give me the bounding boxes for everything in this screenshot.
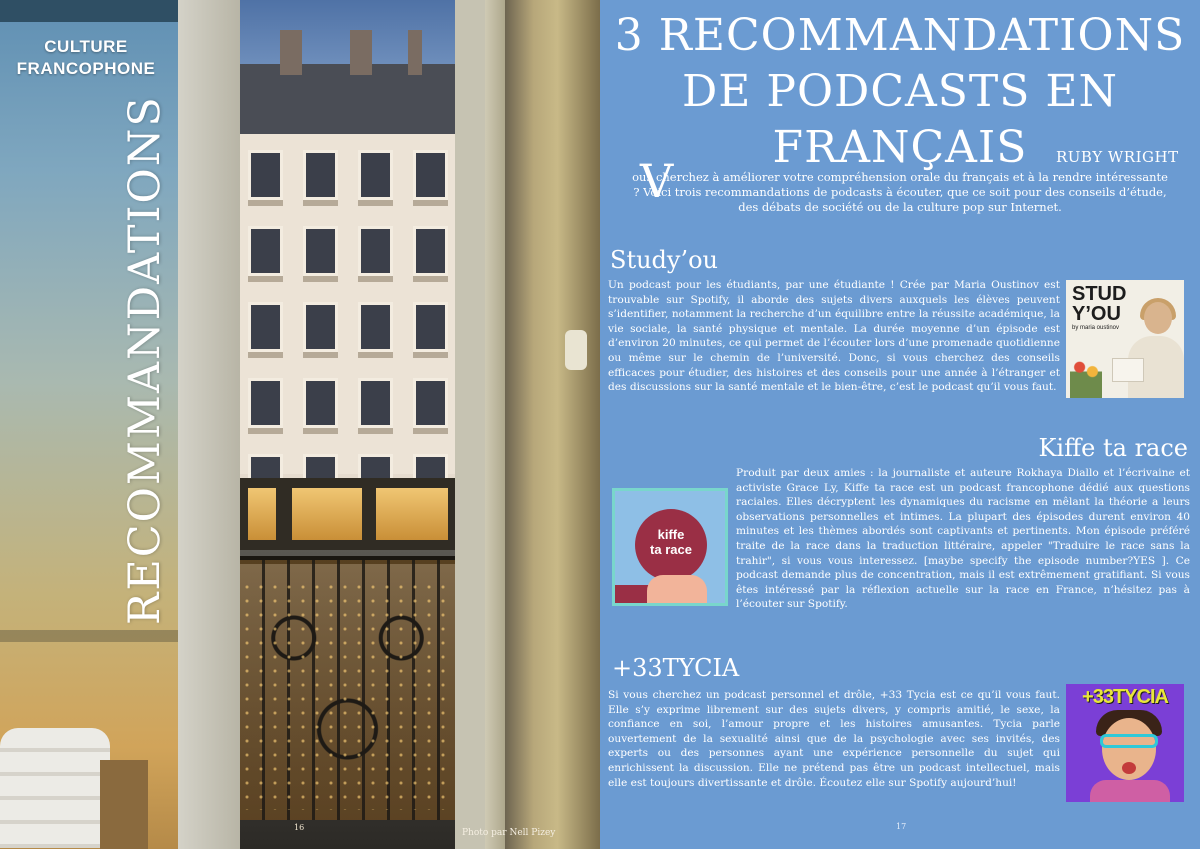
frosted-glass-top bbox=[0, 0, 200, 22]
host-head bbox=[1144, 302, 1172, 334]
kiffe-cover-word-line1: kiffe bbox=[657, 527, 685, 542]
building-window bbox=[303, 378, 338, 428]
building-window bbox=[303, 150, 338, 200]
podcast-description-kiffe-ta-race: Produit par deux amies : la journaliste et auteure Rokhaya Diallo et l’écrivaine et activiste Grace Ly, Kiffe ta race est un podcast francophone dédié aux questions raciales. Elles décryptent les dynamiques du racisme en mêlant la théorie a leurs observations personnelles et intimes. La plupart des épisodes durent environ 40 minutes et les thèmes abordés sont captivants et pertinents. Mon épisode préféré traite de la race dans la traduction littéraire, appeler "Traduire le race sans la trahir", si vous vous interessez. [maybe specify the episode number?YES ]. Ce podcast demande plus de concentration, mais il est extrêmement gratifiant. Si vous êtes intéressé par la réflexion actuelle sur la race en France, n’hésitez pas à l’écouter sur Spotify. bbox=[736, 467, 1190, 611]
building-window bbox=[413, 150, 448, 200]
section-label-line2: FRANCOPHONE bbox=[16, 59, 156, 78]
building-window bbox=[248, 226, 283, 276]
studyou-cover-title-line1: STUD bbox=[1072, 283, 1127, 305]
chimney bbox=[350, 30, 372, 75]
article-title-line2: DE PODCASTS EN bbox=[681, 66, 1119, 117]
section-label-line1: CULTURE bbox=[44, 37, 128, 56]
cover-hand bbox=[647, 575, 707, 606]
window-crossbar bbox=[0, 630, 200, 642]
glasses-illustration bbox=[1100, 734, 1158, 748]
host-body bbox=[1090, 780, 1170, 802]
photo-credit: Photo par Nell Pizey bbox=[462, 828, 556, 838]
podcast-title-studyou: Study’ou bbox=[610, 246, 718, 274]
vertical-title: RECOMMANDATIONS bbox=[120, 95, 170, 625]
building-window bbox=[248, 378, 283, 428]
frosted-glass-pane bbox=[0, 0, 200, 849]
33tycia-cover-title: +33TYCIA bbox=[1082, 686, 1168, 708]
window-frame-left bbox=[178, 0, 240, 849]
building-roof bbox=[240, 64, 455, 134]
flowers-illustration bbox=[1070, 354, 1102, 398]
folded-towels bbox=[0, 728, 110, 848]
building-window bbox=[303, 226, 338, 276]
shop-front bbox=[240, 478, 455, 550]
building-window bbox=[248, 150, 283, 200]
podcast-title-33tycia: +33TYCIA bbox=[612, 654, 740, 682]
shop-window bbox=[292, 488, 362, 540]
building-window bbox=[358, 378, 393, 428]
open-window-sash bbox=[505, 0, 600, 849]
window-handle bbox=[565, 330, 587, 370]
studyou-cover-title-line2: Y’OU bbox=[1072, 303, 1121, 325]
33tycia-cover-image bbox=[1066, 684, 1184, 802]
podcast-description-studyou: Un podcast pour les étudiants, par une étudiante ! Crée par Maria Oustinov est trouvable sur Spotify, il aborde des sujets divers auxquels les élèves peuvent s’identifier, notamment la recherche d’un équilibre entre la réussite académique, la vie sociale, la santé physique et mentale. La durée moyenne d’un épisode est d’environ 20 minutes, ce qui permet de l’écouter lors d’une promenade quotidienne ou même sur le chemin de l’université. Donc, si vous cherchez des conseils efficaces pour étudier, des histoires et des conseils pour une année à l’étranger et des discussions sur la santé mentale et le bien-être, c’est le podcast qu’il vous faut. bbox=[608, 279, 1060, 394]
article-title-line3: FRANÇAIS bbox=[772, 122, 1028, 173]
podcast-description-33tycia: Si vous cherchez un podcast personnel et drôle, +33 Tycia est ce qu’il vous faut. Elle s’y exprime librement sur des sujets divers, y compris amitié, le sexe, la confiance en soi, l’amour propre et les histoires amusantes. Tycia parle ouvertement de la sexualité ainsi que de la psychologie avec ses invités, des experts ou des personnes ayant une expérience personnelle du sujet qui enrichissent la discussion. Elle ne prétend pas être un podcast intellectuel, mais elle est toujours divertissante et drôle. Écoutez elle sur Spotify aujourd’hui! bbox=[608, 689, 1060, 789]
page-number-left: 16 bbox=[294, 823, 305, 832]
kiffe-ta-race-cover-text bbox=[635, 527, 707, 557]
author-name: RUBY WRIGHT bbox=[1056, 148, 1179, 166]
studyou-cover-title bbox=[1072, 284, 1126, 324]
building-window bbox=[413, 302, 448, 352]
intro-paragraph: ous cherchez à améliorer votre compréhension orale du français et à la rendre intéressante ? Voici trois recommandations de podcasts à écouter, que ce soit pour des conseils d’étude, des débats de société ou de la culture pop sur Internet. bbox=[632, 170, 1168, 214]
studyou-cover-subtitle: by maria oustinov bbox=[1072, 325, 1120, 331]
string-lights bbox=[240, 580, 455, 810]
building-window bbox=[303, 302, 338, 352]
studyou-cover-image bbox=[1066, 280, 1184, 398]
window-frame-middle bbox=[455, 0, 485, 849]
building-windows bbox=[248, 150, 448, 470]
shop-window bbox=[248, 488, 276, 540]
host-mouth bbox=[1122, 762, 1136, 774]
book-illustration bbox=[1112, 358, 1144, 382]
right-page-article bbox=[600, 0, 1200, 849]
building-window bbox=[358, 302, 393, 352]
page-number-right: 17 bbox=[896, 822, 907, 831]
kiffe-ta-race-cover-image bbox=[612, 488, 728, 606]
intro-dropcap: V bbox=[640, 154, 674, 208]
building-window bbox=[248, 302, 283, 352]
kiffe-cover-word-line2: ta race bbox=[650, 542, 692, 557]
building-window bbox=[413, 378, 448, 428]
podcast-title-kiffe-ta-race: Kiffe ta race bbox=[1038, 434, 1188, 462]
chimney bbox=[408, 30, 422, 75]
article-title-line1: 3 RECOMMANDATIONS bbox=[614, 10, 1186, 61]
building-window bbox=[358, 226, 393, 276]
building-window bbox=[358, 150, 393, 200]
building-window bbox=[413, 226, 448, 276]
wooden-shelf bbox=[100, 760, 148, 849]
section-label bbox=[6, 36, 166, 80]
chimney bbox=[280, 30, 302, 75]
shop-window bbox=[376, 488, 448, 540]
